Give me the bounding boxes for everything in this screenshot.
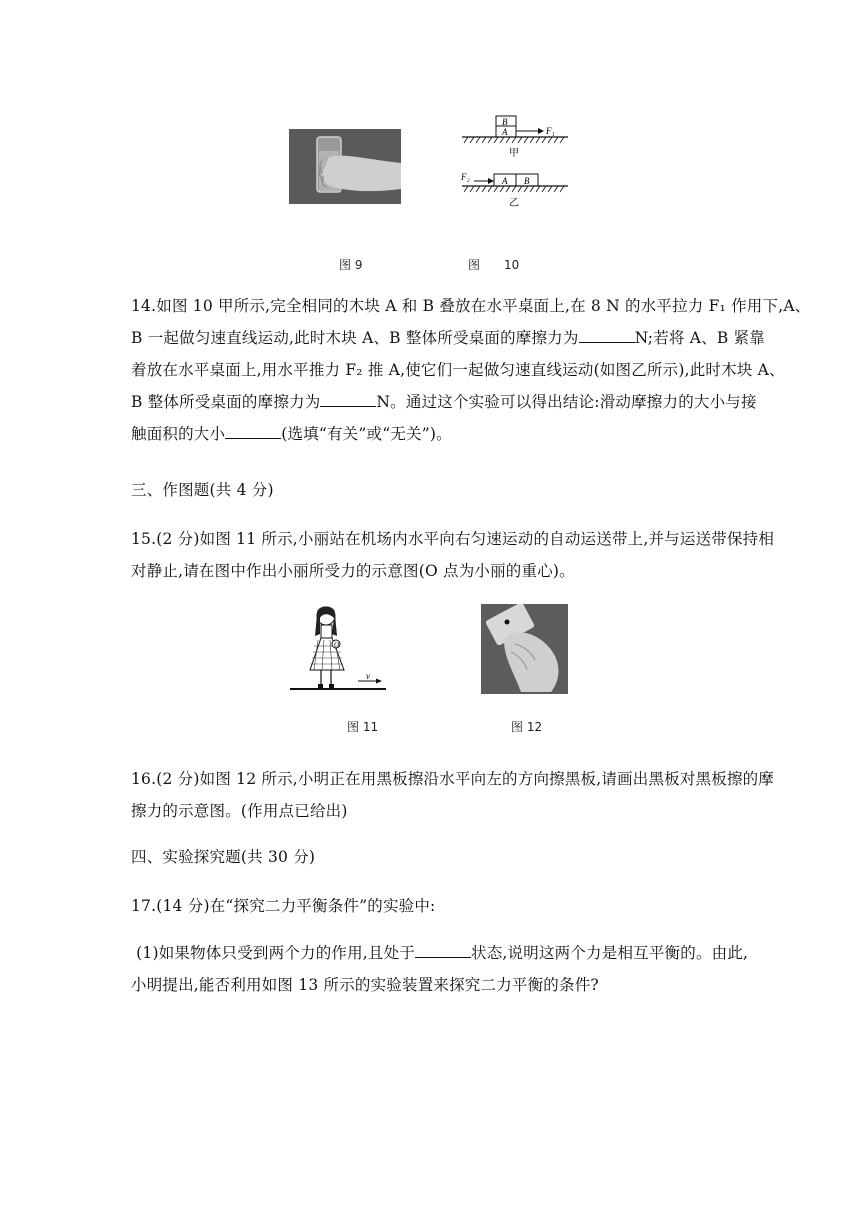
fig11-girl-illustration: [288, 600, 388, 695]
force-f1-arrowhead: [538, 128, 544, 134]
answer-blank-1[interactable]: [579, 328, 635, 343]
q17-line-3: 小明提出,能否利用如图 13 所示的实验装置来探究二力平衡的条件?: [131, 976, 599, 994]
fig10-label-jia: 甲: [509, 148, 519, 159]
fig10-label-yi: 乙: [509, 198, 519, 208]
action-point: [505, 620, 510, 625]
section-3-heading: 三、作图题(共 4 分): [131, 481, 274, 499]
q17-line-1: 17.(14 分)在“探究二力平衡条件”的实验中:: [131, 897, 436, 915]
q16-line-2: 擦力的示意图。(作用点已给出): [131, 802, 348, 820]
force-f2-arrowhead: [488, 178, 494, 184]
question-17: [131, 890, 731, 922]
fig9-photo: [289, 129, 401, 204]
ground-hatch-top: [464, 137, 564, 143]
section-4-heading: 四、实验探究题(共 30 分): [131, 848, 316, 866]
q17-line-2b: 状态,说明这两个力是相互平衡的。由此,: [471, 944, 749, 962]
q14-line-2b: N;若将 A、B 紧靠: [634, 329, 765, 347]
fig10-label-b-top: B: [502, 117, 508, 127]
q14-line-4b: N。通过这个实验可以得出结论:滑动摩擦力的大小与接: [376, 393, 757, 411]
fig10-label-a-bottom: A: [502, 176, 508, 186]
fig11-label-v: v: [366, 671, 370, 681]
question-15: [131, 523, 775, 587]
q15-line-1: 15.(2 分)如图 11 所示,小丽站在机场内水平向右匀速运动的自动运送带上,并与运送带保持相: [131, 530, 775, 548]
q14-line-4a: B 整体所受桌面的摩擦力为: [131, 393, 321, 411]
girl-torso: [321, 625, 332, 639]
fig12-photo: [481, 604, 568, 694]
answer-blank-2[interactable]: [320, 392, 376, 407]
fig10-caption: 图 10: [468, 258, 520, 272]
fig10-force-f1: F₁: [546, 126, 555, 136]
answer-blank-3[interactable]: [225, 424, 281, 439]
girl-left-shoe: [318, 684, 323, 688]
fig10-label-a-top: A: [502, 127, 508, 137]
q14-line-4: [131, 386, 757, 418]
fig10-force-f2: F₂: [461, 172, 470, 182]
eraser-hand-illustration: [481, 604, 568, 694]
fig12-caption: 图 12: [511, 720, 543, 734]
girl-right-shoe: [329, 684, 334, 688]
fig10-diagram: [458, 110, 578, 208]
question-16: [131, 763, 775, 827]
answer-blank-4[interactable]: [415, 943, 471, 958]
q14-line-5a: 触面积的大小: [131, 425, 226, 443]
q15-line-2: 对静止,请在图中作出小丽所受力的示意图(O 点为小丽的重心)。: [131, 562, 575, 580]
question-14: [131, 290, 811, 450]
q14-line-1: 14.如图 10 甲所示,完全相同的木块 A 和 B 叠放在水平桌面上,在 8 N 的水平拉力 F₁ 作用下,A、: [131, 297, 811, 315]
q14-line-5: [131, 418, 731, 450]
ground-hatch-bottom: [464, 186, 564, 192]
fig11-caption: 图 11: [347, 720, 379, 734]
fig9-caption: 图 9: [339, 258, 363, 272]
q14-line-5b: (选填“有关”或“无关”)。: [281, 425, 452, 443]
q14-line-2a: B 一起做匀速直线运动,此时木块 A、B 整体所受桌面的摩擦力为: [131, 329, 579, 347]
q14-line-3: 着放在水平桌面上,用水平推力 F₂ 推 A,使它们一起做匀速直线运动(如图乙所示),此时木块 A、: [131, 361, 785, 379]
fig11-label-o: O: [334, 641, 340, 649]
question-17-part-1: [131, 937, 749, 1001]
q14-line-2: [131, 322, 765, 354]
q16-line-1: 16.(2 分)如图 12 所示,小明正在用黑板擦沿水平向左的方向擦黑板,请画出黑板对黑板擦的摩: [131, 770, 775, 788]
fig10-label-b-bottom: B: [524, 176, 530, 186]
hand-glass-illustration: [289, 129, 401, 204]
q17-line-2a: (1)如果物体只受到两个力的作用,且处于: [136, 944, 416, 962]
q17-line-2: [131, 937, 749, 969]
velocity-arrowhead: [376, 679, 382, 684]
